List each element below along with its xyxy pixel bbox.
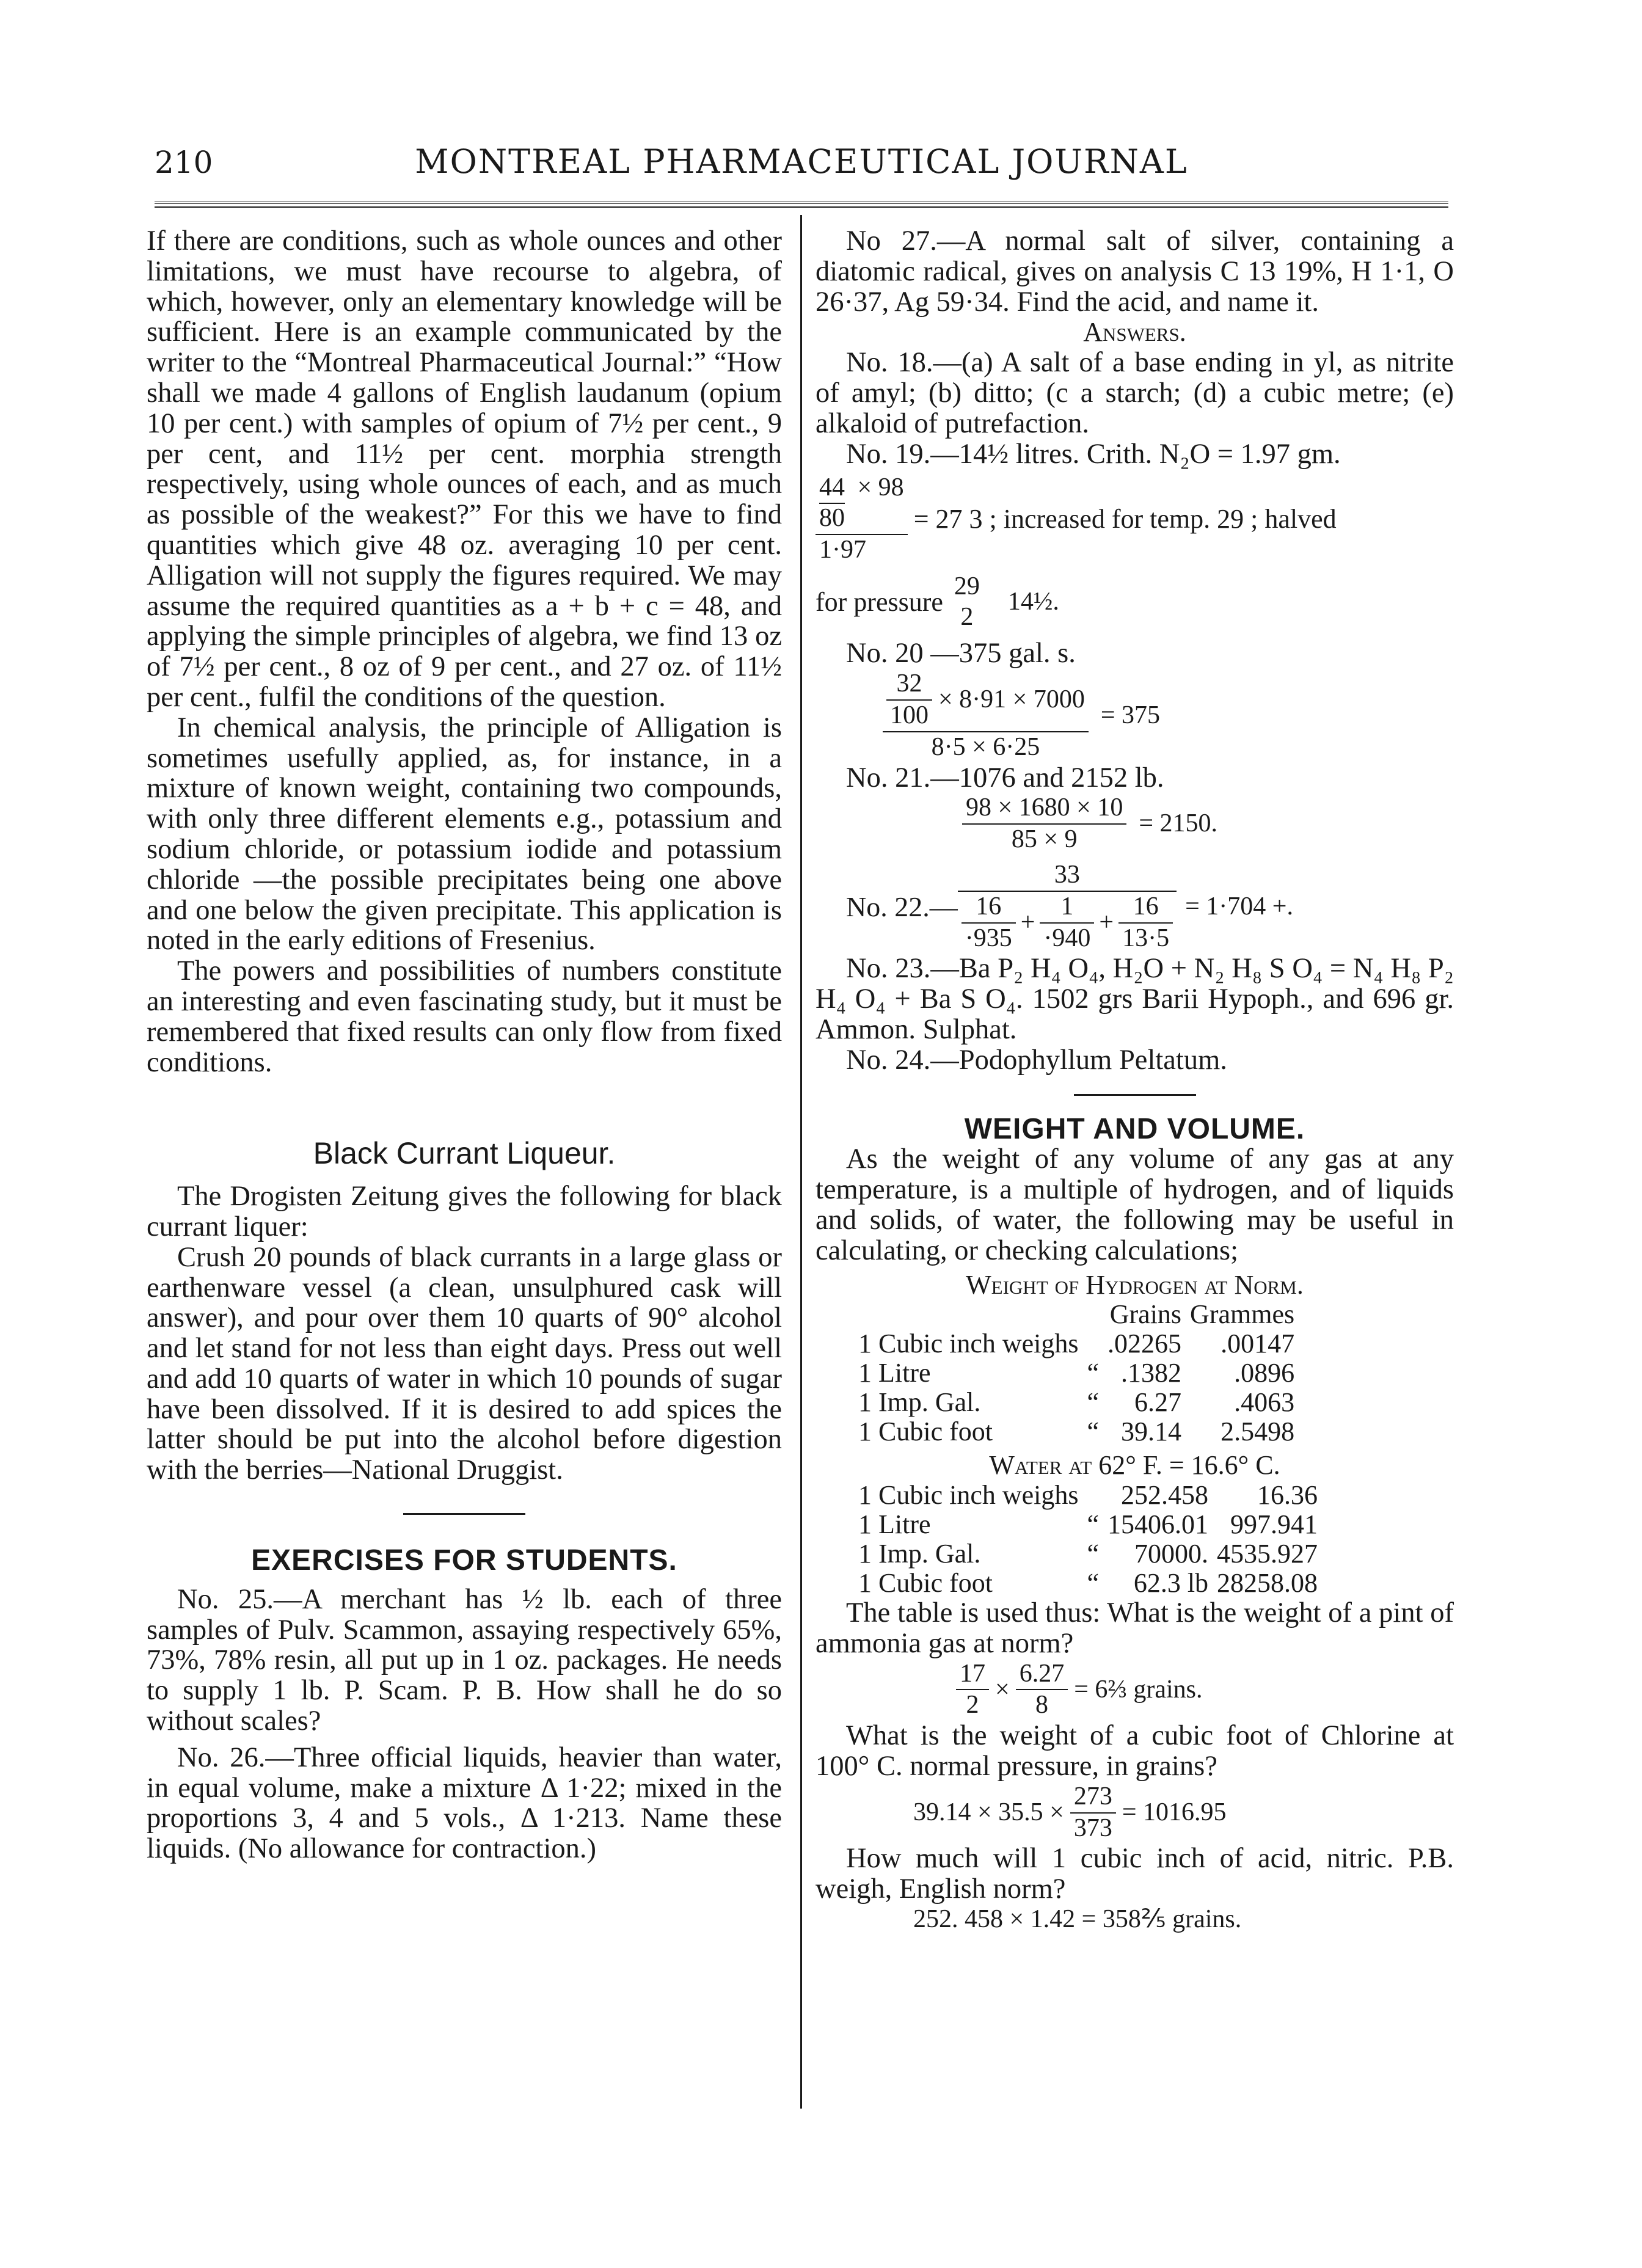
eq19-pressure-val: 14½.: [1007, 587, 1059, 616]
eq19-den: 1·97: [816, 534, 908, 566]
answer-20: No. 20 —375 gal. s.: [846, 638, 1076, 669]
answer-23: No. 23.—Ba P₂ H₄ O₄, H₂O + N₂ H₈ S O₄ = N₄ H₈ P₂ H₄ O₄ + Ba S O₄. 1502 grs Barii Hypoph., and 696 gr. Ammon. Sulphat.: [816, 953, 1454, 1045]
paragraph-chemical-analysis: In chemical analysis, the principle of Alligation is sometimes usefully applied, as, for instance, in a mixture of known weight, containing two compounds, with only three different elements e.g., potassium and sodium chloride, or potassium iodide and potassium chloride —the possible precipitates being one above and one below the given precipitate. This application is noted in the early editions of Fresenius.: [147, 712, 782, 957]
eq20-fden: 100: [890, 701, 929, 729]
water-table: [858, 1481, 1326, 1598]
row-grammes: 997.941: [1230, 1509, 1318, 1540]
calc1-f1-den: 2: [966, 1691, 979, 1719]
row-item: 1 Imp. Gal.: [858, 1387, 981, 1418]
row-grammes: 2.5498: [1221, 1417, 1295, 1447]
table-row: [858, 1417, 1303, 1446]
eq20-result: = 375: [1100, 701, 1161, 729]
exercise-25: No. 25.—A merchant has ½ lb. each of three samples of Pulv. Scammon, assaying respectively 65%, 73%, 78% resin, all put up in 1 oz. packages. He needs to supply 1 lb. P. Scam. P. B. How shall he do so without scales?: [147, 1583, 782, 1737]
calc2-num: 273: [1070, 1782, 1116, 1814]
eq19-times: × 98: [857, 473, 904, 502]
row-ditto: [1087, 1329, 1108, 1358]
answer-21-equation: [962, 793, 1454, 855]
right-column: [816, 226, 1454, 1935]
eq22-f2-num: 1: [1040, 892, 1094, 924]
row-grains: 6.27: [1134, 1387, 1182, 1418]
header-rule: [155, 202, 1448, 208]
eq22-plus-1: +: [1020, 908, 1035, 936]
table-row: [858, 1481, 1326, 1510]
calc-nitric: 252. 458 × 1.42 = 358⅖ grains.: [913, 1905, 1242, 1934]
calc1-f2-num: 6.27: [1016, 1659, 1068, 1691]
row-item: 1 Litre: [858, 1509, 931, 1540]
row-grammes: .0896: [1234, 1358, 1295, 1388]
row-grammes: .00147: [1221, 1329, 1295, 1359]
answer-19-equation: [816, 473, 1454, 632]
eq22-f3-den: 13·5: [1122, 924, 1170, 952]
row-item: 1 Cubic foot: [858, 1568, 993, 1599]
eq20-fnum: 32: [886, 669, 932, 701]
table-row: [858, 1539, 1326, 1569]
paragraph-liqueur-intro: The Drogisten Zeitung gives the following for black currant liquer:: [147, 1181, 782, 1242]
answer-19: No. 19.—14½ litres. Crith. N₂O = 1.97 gm.: [846, 438, 1341, 470]
eq21-num: 98 × 1680 × 10: [962, 793, 1126, 825]
row-item: 1 Litre: [858, 1358, 931, 1388]
eq22-plus-2: +: [1099, 908, 1114, 936]
row-grains: 70000.: [1134, 1539, 1209, 1569]
eq22-result: = 1·704 +.: [1185, 892, 1293, 921]
calc-ammonia: [956, 1659, 1454, 1721]
row-item: 1 Cubic inch weighs: [858, 1480, 1079, 1511]
eq20-den: 8·5 × 6·25: [931, 732, 1040, 761]
col-grains: Grains: [1109, 1299, 1182, 1330]
row-item: 1 Cubic inch weighs: [858, 1329, 1079, 1359]
paragraph-alligation: If there are conditions, such as whole ounces and other limitations, we must have recourse to algebra, of which, however, only an elementary knowledge will be sufficient. Here is an example communicated by the writer to the “Montreal Pharmaceutical Journal:” “How shall we made 4 gallons of English laudanum (opium 10 per cent.) with samples of opium of 7½ per cent., 9 per cent, and 11½ per cent. morphia strength respectively, using whole ounces of each, and as much as possible of the weakest?” For this we have to find quantities which give 48 oz. averaging 10 per cent. Alligation will not supply the figures required. We may assume the required quantities as a + b + c = 48, and applying the simple principles of algebra, we find 13 oz of 7½ per cent., 8 oz of 9 per cent., and 27 oz. of 11½ per cent., fulfil the conditions of the question.: [147, 225, 782, 713]
row-grains: 62.3 lb: [1133, 1568, 1209, 1599]
table-row: [858, 1358, 1303, 1388]
row-grains: .02265: [1107, 1329, 1182, 1359]
row-grains: 15406.01: [1107, 1509, 1209, 1540]
row-grains: .1382: [1121, 1358, 1182, 1388]
row-ditto: “: [1087, 1568, 1100, 1599]
heading-answers: Answers.: [1083, 317, 1186, 348]
eq22-top: 33: [958, 860, 1177, 892]
eq19-pressure-num: 29: [954, 572, 980, 600]
left-column: [147, 226, 782, 1864]
eq19-bottom: 80: [819, 504, 845, 533]
eq22-f1-den: ·935: [965, 924, 1012, 952]
col-grammes: Grammes: [1190, 1299, 1295, 1330]
row-ditto: “: [1087, 1387, 1100, 1418]
row-item: 1 Imp. Gal.: [858, 1539, 981, 1569]
row-ditto: “: [1087, 1417, 1100, 1447]
table-row: [858, 1329, 1303, 1358]
row-ditto: [1087, 1481, 1108, 1510]
row-grammes: 16.36: [1257, 1480, 1318, 1511]
heading-weight-volume: WEIGHT AND VOLUME.: [964, 1112, 1305, 1145]
calc1-times: ×: [995, 1675, 1010, 1704]
exercise-26: No. 26.—Three official liquids, heavier than water, in equal volume, make a mixture Δ 1·22; mixed in the proportions 3, 4 and 5 vols., Δ 1·213. Name these liquids. (No allowance for contraction.): [147, 1741, 782, 1865]
answer-21: No. 21.—1076 and 2152 lb.: [846, 762, 1164, 793]
row-item: 1 Cubic foot: [858, 1417, 993, 1447]
eq22-f3-num: 16: [1118, 892, 1173, 924]
exercise-27: No 27.—A normal salt of silver, containing a diatomic radical, gives on analysis C 13 19%, H 1·1, O 26·37, Ag 59·34. Find the acid, and name it.: [816, 225, 1454, 318]
calc1-f2-den: 8: [1035, 1691, 1048, 1719]
row-ditto: “: [1087, 1358, 1100, 1388]
answer-22-equation: [846, 860, 1454, 954]
calc1-result: = 6⅔ grains.: [1074, 1675, 1203, 1704]
hydrogen-table-header: [858, 1300, 1303, 1329]
column-divider: [800, 215, 802, 2109]
calc2-left: 39.14 × 35.5 ×: [913, 1798, 1064, 1826]
row-grammes: 28258.08: [1217, 1568, 1318, 1599]
row-grains: 39.14: [1121, 1417, 1182, 1447]
calc1-f1-num: 17: [956, 1659, 989, 1691]
eq22-label: No. 22.—: [846, 891, 958, 922]
calc-chlorine: [913, 1782, 1454, 1844]
calc2-result: = 1016.95: [1122, 1798, 1227, 1826]
row-ditto: “: [1087, 1509, 1100, 1540]
eq20-num-rest: × 8·91 × 7000: [938, 685, 1085, 714]
eq19-top: 44: [819, 473, 845, 502]
row-grammes: 4535.927: [1217, 1539, 1318, 1569]
calc2-den: 373: [1073, 1814, 1112, 1842]
answer-24: No. 24.—Podophyllum Peltatum.: [846, 1044, 1227, 1076]
row-grains: 252.458: [1121, 1480, 1209, 1511]
paragraph-chlorine: What is the weight of a cubic foot of Chlorine at 100° C. normal pressure, in grains?: [816, 1720, 1454, 1782]
eq19-pressure-label: for pressure: [816, 586, 943, 617]
paragraph-nitric: How much will 1 cubic inch of acid, nitric. P.B. weigh, English norm?: [816, 1843, 1454, 1905]
answer-18: No. 18.—(a) A salt of a base ending in yl, as nitrite of amyl; (b) ditto; (c a starch; (d) a cubic metre; (e) alkaloid of putrefaction.: [816, 347, 1454, 439]
table-row: [858, 1388, 1303, 1417]
eq19-pressure-den: 2: [960, 602, 974, 631]
eq21-den: 85 × 9: [1011, 825, 1078, 854]
row-ditto: “: [1087, 1539, 1100, 1569]
paragraph-table-usage: The table is used thus: What is the weight of a pint of ammonia gas at norm?: [816, 1597, 1454, 1659]
hydrogen-table-title: Weight of Hydrogen at Norm.: [966, 1269, 1304, 1300]
eq22-f2-den: ·940: [1043, 924, 1091, 952]
table-row: [858, 1510, 1326, 1539]
answer-20-equation: [883, 669, 1454, 762]
page-number: 210: [155, 145, 213, 180]
journal-title: MONTREAL PHARMACEUTICAL JOURNAL: [415, 142, 1188, 181]
paragraph-weight-volume: As the weight of any volume of any gas at any temperature, is a multiple of hydrogen, and of liquids and solids, of water, the following may be useful in calculating, or checking calculations;: [816, 1143, 1454, 1266]
eq21-result: = 2150.: [1139, 809, 1218, 838]
paragraph-liqueur-recipe: Crush 20 pounds of black currants in a large glass or earthenware vessel (a clean, unsulphured cask will answer), and pour over them 10 quarts of 90° alcohol and let stand for not less than eight days. Press out well and add 10 quarts of water in which 10 pounds of sugar have been dissolved. If it is desired to add spices the latter should be put into the alcohol before digestion with the berries—National Druggist.: [147, 1241, 782, 1486]
heading-black-currant: Black Currant Liqueur.: [313, 1136, 616, 1171]
page-header: [155, 137, 1448, 205]
heading-exercises: EXERCISES FOR STUDENTS.: [251, 1544, 677, 1577]
paragraph-numbers: The powers and possibilities of numbers constitute an interesting and even fascinating study, but it must be remembered that fixed results can only flow from fixed conditions.: [147, 955, 782, 1078]
eq19-result: = 27 3 ; increased for temp. 29 ; halved: [913, 504, 1337, 534]
row-grammes: .4063: [1234, 1387, 1295, 1418]
water-table-title: Water at 62° F. = 16.6° C.: [989, 1450, 1280, 1481]
eq22-f1-num: 16: [961, 892, 1016, 924]
hydrogen-table: [858, 1300, 1303, 1446]
table-row: [858, 1569, 1326, 1598]
